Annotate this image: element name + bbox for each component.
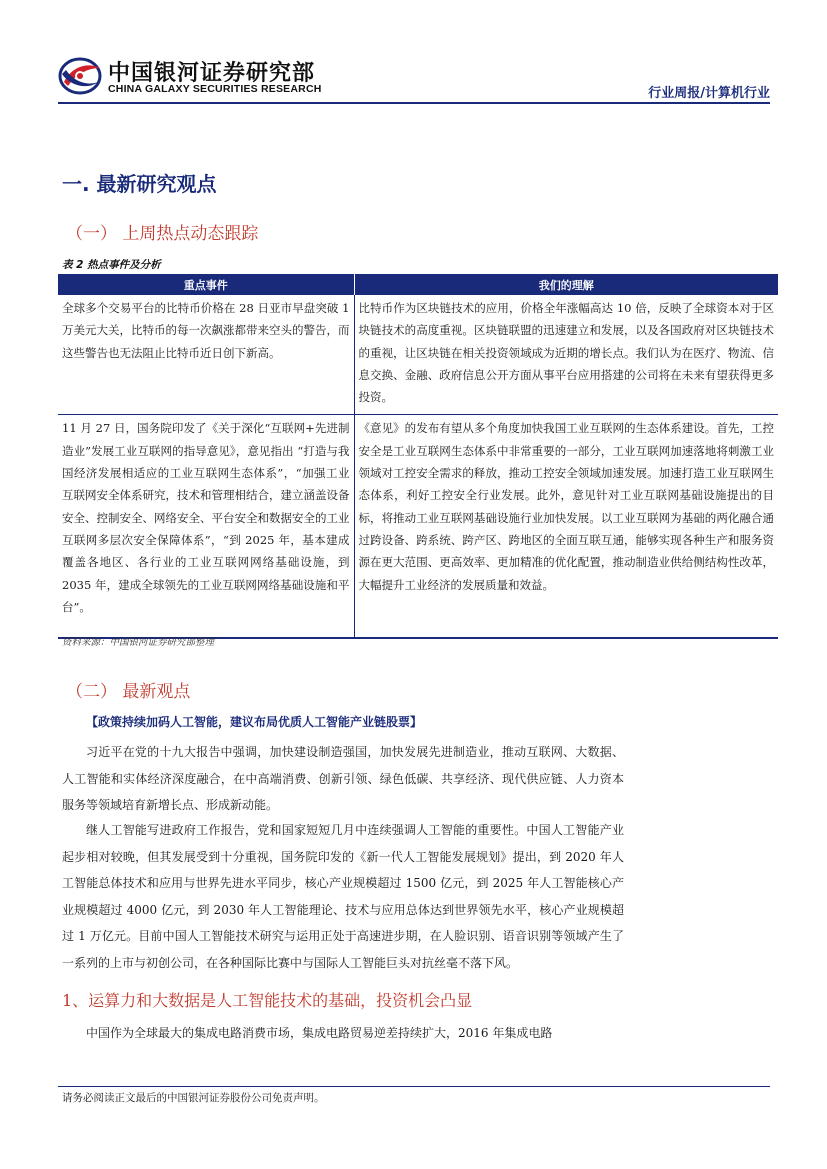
brand-name-cn: 中国银河证券研究部 bbox=[108, 61, 316, 86]
brand-name-en: CHINA GALAXY SECURITIES RESEARCH bbox=[108, 83, 322, 95]
analysis-cell: 《意见》的发布有望从多个角度加快我国工业互联网的生态体系建设。首先，工控安全是工业互联网生态体系中非常重要的一部分，工业互联网加速落地将刺激工业领域对工控安全需求的释放，推动工控安全领域加速发展。加速打造工业互联网生态体系，利好工控安全行业发展。此外，意见针对工业互联网基础设施提出的目标，将推动工业互联网基础设施行业加快发展。以工业互联网为基础的两化融合通过跨设备、跨系统、跨产区、跨地区的全面互联互通，能够实现各种生产和服务资源在更大范围、更高效率、更加精准的优化配置，推动制造业供给侧结构性改革，大幅提升工业经济的发展质量和效益。 bbox=[354, 415, 778, 639]
table-row bbox=[58, 295, 778, 415]
event-cell: 全球多个交易平台的比特币价格在 28 日亚市早盘突破 1 万美元大关，比特币的每一次飙涨都带来空头的警告，而这些警告也无法阻止比特币近日创下新高。 bbox=[58, 295, 354, 415]
subsection-title-hotspots: （一） 上周热点动态跟踪 bbox=[66, 224, 259, 244]
report-category: 行业周报/计算机行业 bbox=[648, 86, 770, 101]
column-header-analysis: 我们的理解 bbox=[354, 274, 778, 295]
table-caption: 表 2 热点事件及分析 bbox=[62, 259, 161, 271]
analysis-cell: 比特币作为区块链技术的应用，价格全年涨幅高达 10 倍，反映了全球资本对于区块链技术的高度重视。区块链联盟的迅速建立和发展，以及各国政府对区块链技术的重视，让区块链在相关投资领域成为近期的增长点。我们认为在医疗、物流、信息交换、金融、政府信息公开方面从事平台应用搭建的公司将在未来有望获得更多投资。 bbox=[354, 295, 778, 415]
viewpoint-headline: 【政策持续加码人工智能，建议布局优质人工智能产业链股票】 bbox=[86, 715, 423, 729]
event-cell: 11 月 27 日，国务院印发了《关于深化“互联网+先进制造业”发展工业互联网的指导意见》，意见指出 “打造与我国经济发展相适应的工业互联网生态体系”，“加强工业互联网安全体系研究，技术和管理相结合，建立涵盖设备安全、控制安全、网络安全、平台安全和数据安全的工业互联网多层次安全保障体系”，“到 2025 年，基本建成覆盖各地区、各行业的工业互联网网络基础设施，到 2035 年，建成全球领先的工业互联网网络基础设施和平台”。 bbox=[58, 415, 354, 639]
page-header bbox=[58, 52, 770, 104]
disclaimer-note: 请务必阅读正文最后的中国银河证券股份公司免责声明。 bbox=[62, 1092, 325, 1104]
body-paragraph: 习近平在党的十九大报告中强调，加快建设制造强国，加快发展先进制造业，推动互联网、大数据、人工智能和实体经济深度融合，在中高端消费、创新引领、绿色低碳、共享经济、现代供应链、人力资本服务等领域培育新增长点、形成新动能。 bbox=[62, 745, 624, 812]
column-header-event: 重点事件 bbox=[58, 274, 354, 295]
galaxy-logo-icon bbox=[58, 56, 104, 96]
body-paragraph: 中国作为全球最大的集成电路消费市场，集成电路贸易逆差持续扩大，2016 年集成电路 bbox=[86, 1026, 553, 1040]
body-paragraph: 继人工智能写进政府工作报告，党和国家短短几月中连续强调人工智能的重要性。中国人工智能产业起步相对较晚，但其发展受到十分重视，国务院印发的《新一代人工智能发展规划》提出，到 2020 年人工智能总体技术和应用与世界先进水平同步，核心产业规模超过 1500 亿元，到 2025 年人工智能核心产业规模超过 4000 亿元，到 2030 年人工智能理论、技术与应用总体达到世界领先水平，核心产业规模超过 1 万亿元。目前中国人工智能技术研究与运用正处于高速进步期，在人脸识别、语音识别等领域产生了一系列的上市与初创公司，在各种国际比赛中与国际人工智能巨头对抗丝毫不落下风。 bbox=[62, 823, 624, 970]
subheading-computing-power: 1、运算力和大数据是人工智能技术的基础，投资机会凸显 bbox=[62, 991, 473, 1010]
footer-divider bbox=[58, 1086, 770, 1087]
hot-events-table bbox=[58, 274, 778, 639]
subsection-title-latest: （二） 最新观点 bbox=[66, 682, 191, 702]
header-divider bbox=[58, 102, 770, 104]
section-title: 一. 最新研究观点 bbox=[62, 172, 217, 196]
table-source-note: 资料来源：中国银河证券研究部整理 bbox=[62, 637, 215, 648]
table-row bbox=[58, 415, 778, 639]
table-header-row bbox=[58, 274, 778, 295]
